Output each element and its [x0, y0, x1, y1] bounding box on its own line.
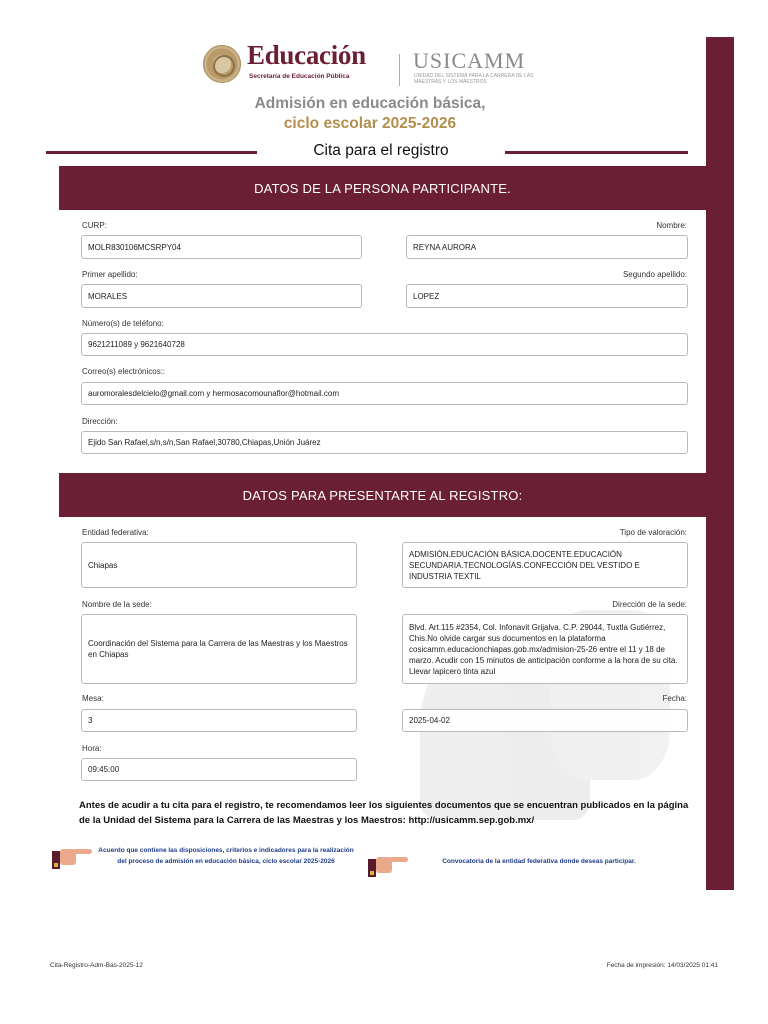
acuerdo-link[interactable]: Acuerdo que contiene las disposiciones, criterios e indicadores para la realización del proceso de admisión en educación básica, ciclo escolar 2025-2026 [98, 847, 354, 865]
recommendation-notice: Antes de acudir a tu cita para el registro, te recomendamos leer los siguientes documentos que se encuentran publicados en la página de la Unidad del Sistema para la Carrera de las Maestras y los Maestros: http://usicamm.sep.gob.mx/ [79, 800, 689, 826]
sede-label: Nombre de la sede: [82, 600, 152, 609]
direccion-label: Dirección: [82, 417, 118, 426]
page-cycle: ciclo escolar 2025-2026 [283, 115, 457, 132]
title-rule-right [505, 151, 688, 154]
title-rule-left [46, 151, 257, 154]
nombre-field: REYNA AURORA [406, 235, 688, 259]
telefono-label: Número(s) de teléfono: [82, 319, 164, 328]
hora-label: Hora: [82, 744, 102, 753]
segundo-apellido-field: LOPEZ [406, 284, 688, 308]
document-id: Cita-Registro-Adm-Bas-2025-12 [50, 962, 143, 969]
primer-apellido-field: MORALES [81, 284, 362, 308]
sep-seal-icon [203, 45, 241, 83]
section-registration-header: DATOS PARA PRESENTARTE AL REGISTRO: [59, 473, 706, 517]
usicamm-subtitle: UNIDAD DEL SISTEMA PARA LA CARRERA DE LAS MAESTRAS Y LOS MAESTROS [414, 73, 534, 85]
direccion-sede-label: Dirección de la sede: [612, 600, 687, 609]
mesa-field: 3 [81, 709, 357, 732]
brand-name: Educación [247, 40, 366, 70]
header-logos [203, 42, 543, 88]
side-accent-bar [706, 37, 734, 890]
tipo-valoracion-label: Tipo de valoración: [619, 528, 687, 537]
page-title: Admisión en educación básica, [254, 95, 486, 112]
entidad-label: Entidad federativa: [82, 528, 149, 537]
curp-field: MOLR830106MCSRPY04 [81, 235, 362, 259]
telefono-field: 9621211089 y 9621640728 [81, 333, 688, 356]
entidad-field: Chiapas [81, 542, 357, 588]
usicamm-logo: USICAMM [413, 48, 526, 73]
correo-field: auromoralesdelcielo@gmail.com y hermosacomounaflor@hotmail.com [81, 382, 688, 405]
mesa-label: Mesa: [82, 694, 104, 703]
fecha-field: 2025-04-02 [402, 709, 688, 732]
primer-apellido-label: Primer apellido: [82, 270, 138, 279]
print-date: Fecha de impresión: 14/03/2025 01:41 [606, 962, 718, 969]
nombre-label: Nombre: [656, 221, 687, 230]
direccion-sede-field: Blvd. Art.115 #2354, Col. Infonavit Grijalva. C.P. 29044, Tuxtla Gutiérrez, Chis.No olvide cargar sus documentos en la plataforma cosicamm.educacionchiapas.gob.mx/admision-25-26 entre el 11 y 18 de marzo. Acudir con 15 minutos de anticipación conforme a la hora de su cita. Llevar lapicero tinta azul [402, 614, 688, 684]
pointing-hand-icon [368, 851, 408, 879]
direccion-field: Ejido San Rafael,s/n,s/n,San Rafael,30780,Chiapas,Unión Juárez [81, 431, 688, 454]
sede-field: Coordinación del Sistema para la Carrera de las Maestras y los Maestros en Chiapas [81, 614, 357, 684]
document-subtitle: Cita para el registro [313, 142, 449, 159]
brand-subtitle: Secretaría de Educación Pública [249, 73, 350, 80]
convocatoria-link[interactable]: Convocatoria de la entidad federativa donde deseas participar. [442, 858, 636, 865]
logo-divider [399, 54, 400, 86]
section-participant-header: DATOS DE LA PERSONA PARTICIPANTE. [59, 166, 706, 210]
correo-label: Correo(s) electrónicos:: [82, 367, 166, 376]
curp-label: CURP: [82, 221, 107, 230]
pointing-hand-icon [52, 843, 92, 871]
segundo-apellido-label: Segundo apellido: [622, 270, 687, 279]
hora-field: 09:45:00 [81, 758, 357, 781]
tipo-valoracion-field: ADMISIÓN.EDUCACIÓN BÁSICA.DOCENTE.EDUCACIÓN SECUNDARIA.TECNOLOGÍAS.CONFECCIÓN DEL VESTIDO E INDUSTRIA TEXTIL [402, 542, 688, 588]
fecha-label: Fecha: [662, 694, 687, 703]
